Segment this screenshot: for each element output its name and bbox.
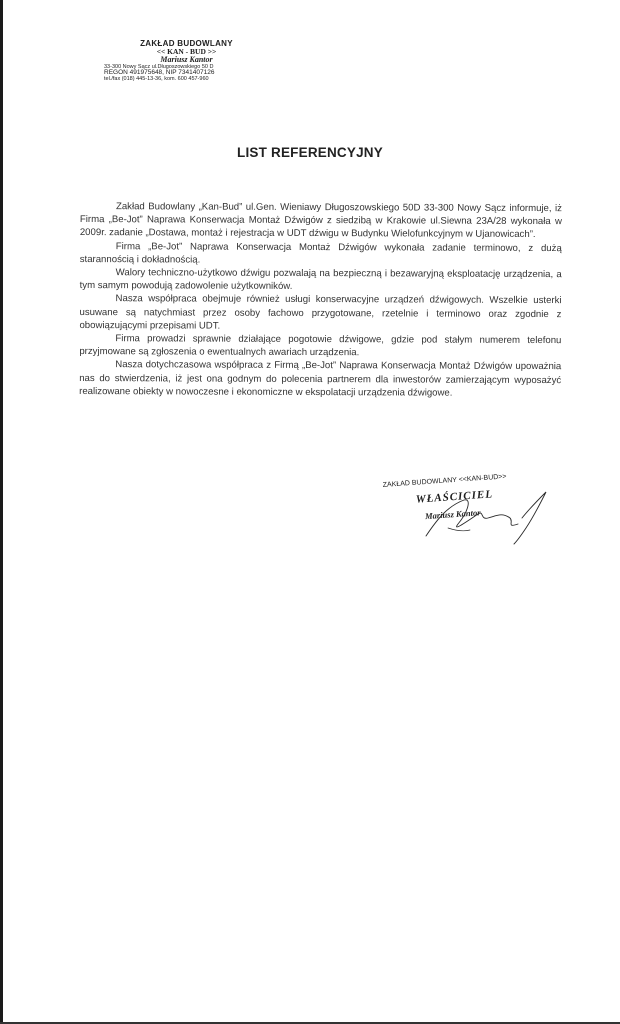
letterhead-ids: REGON 491975648, NIP 7341407126 <box>104 69 215 77</box>
stamp-company: ZAKŁAD BUDOWLANY <<KAN-BUD>> <box>382 473 507 489</box>
paragraph: Zakład Budowlany „Kan-Bud” ul.Gen. Wieniawy Długoszowskiego 50D 33-300 Nowy Sącz informuje, iż Firma „Be-Jot” Naprawa Konserwacja Montaż Dźwigów z siedzibą w Krakowie ul.Siewna 23A/28 wykonała w 2009r. zadanie „Dostawa, montaż i rejestracja w UDT dźwigu w Budynku Wielofunkcyjnym w Ujanowicach”. <box>79 201 562 241</box>
letterhead-owner: Mariusz Kantor <box>160 55 213 65</box>
paragraph: Nasza współpraca obejmuje również usługi konserwacyjne urządzeń dźwigowych. Wszelkie usterki usuwane są natychmiast przez osoby fachowo przygotowane, rzetelnie i terminowo oraz zgodnie z obowiązującymi przepisami UDT. <box>79 293 562 332</box>
stamp-name: Mariusz Kantor <box>424 507 481 522</box>
letterhead-address: 33-300 Nowy Sącz ul.Długoszowskiego 50 D <box>104 63 214 70</box>
letterhead-phone: tel./fax (018) 445-13-36, kom. 600 457-960 <box>104 76 209 83</box>
document-title: LIST REFERENCYJNY <box>237 145 383 160</box>
letterhead-company: ZAKŁAD BUDOWLANY <box>140 39 233 48</box>
paragraph: Firma „Be-Jot” Naprawa Konserwacja Montaż Dźwigów wykonała zadanie terminowo, z dużą starannością i dokładnością. <box>79 240 562 266</box>
stamp-role: WŁAŚCICIEL <box>415 488 494 506</box>
company-letterhead <box>104 40 269 83</box>
letterhead-brand: << KAN - BUD >> <box>156 47 217 57</box>
paragraph: Walory techniczno-użytkowo dźwigu pozwalają na bezpieczną i bezawaryjną eksploatację urządzenia, a tym samym powodują zadowolenie użytkowników. <box>79 267 562 293</box>
paragraph: Firma prowadzi sprawnie działające pogotowie dźwigowe, gdzie pod stałym numerem telefonu przyjmowane są zgłoszenia o ewentualnych awariach urządzenia. <box>79 333 562 359</box>
handwritten-signature <box>418 478 558 548</box>
letter-body <box>79 200 562 400</box>
paragraph: Nasza dotychczasowa współpraca z Firmą „Be-Jot” Naprawa Konserwacja Montaż Dźwigów upoważnia nas do stwierdzenia, iż jest ona godnym do polecenia partnerem dla inwestorów zamierzającym wyposażyć realizowane obiekty w nowoczesne i ekonomiczne w ekspolatacji urządzenia dźwigowe. <box>79 359 562 399</box>
